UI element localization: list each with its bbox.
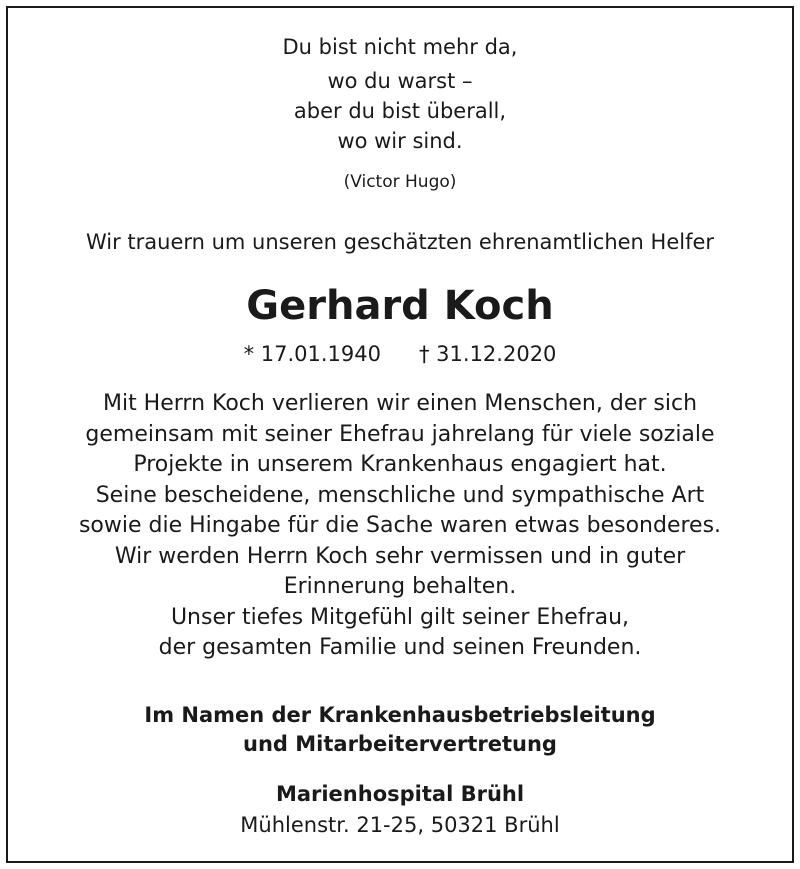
message-line-5: sowie die Hingabe für die Sache waren etwas besonderes.: [78, 513, 722, 538]
signature-line-1: Im Namen der Krankenhausbetriebsleitung: [144, 703, 656, 727]
life-dates: [0, 344, 800, 365]
message-line-8: Unser tiefes Mitgefühl gilt seiner Ehefrau,: [170, 605, 630, 630]
poem-line-2: wo du warst –: [327, 69, 473, 93]
organization-name: Marienhospital Brühl: [275, 782, 525, 806]
birth-date: * 17.01.1940: [243, 342, 381, 366]
poem-line-3: aber du bist überall,: [293, 99, 507, 123]
message-line-3: Projekte in unserem Krankenhaus engagiert hat.: [133, 452, 667, 477]
death-date: † 31.12.2020: [419, 342, 557, 366]
signature-line-2: und Mitarbeitervertretung: [243, 732, 557, 756]
deceased-name: Gerhard Koch: [246, 283, 554, 329]
poem-line-1: Du bist nicht mehr da,: [282, 35, 518, 59]
message-line-7: Erinnerung behalten.: [283, 574, 517, 599]
message-line-9: der gesamten Familie und seinen Freunden.: [158, 635, 642, 660]
poem-author: (Victor Hugo): [343, 172, 457, 192]
message-line-4: Seine bescheidene, menschliche und sympathische Art: [95, 483, 705, 508]
message-line-6: Wir werden Herrn Koch sehr vermissen und in guter: [114, 544, 686, 569]
message-line-1: Mit Herrn Koch verlieren wir einen Menschen, der sich: [102, 391, 698, 416]
intro-text: Wir trauern um unseren geschätzten ehrenamtlichen Helfer: [85, 230, 715, 254]
message-line-2: gemeinsam mit seiner Ehefrau jahrelang für viele soziale: [85, 422, 715, 447]
organization-address: Mühlenstr. 21-25, 50321 Brühl: [240, 813, 560, 837]
poem-line-4: wo wir sind.: [337, 129, 463, 153]
